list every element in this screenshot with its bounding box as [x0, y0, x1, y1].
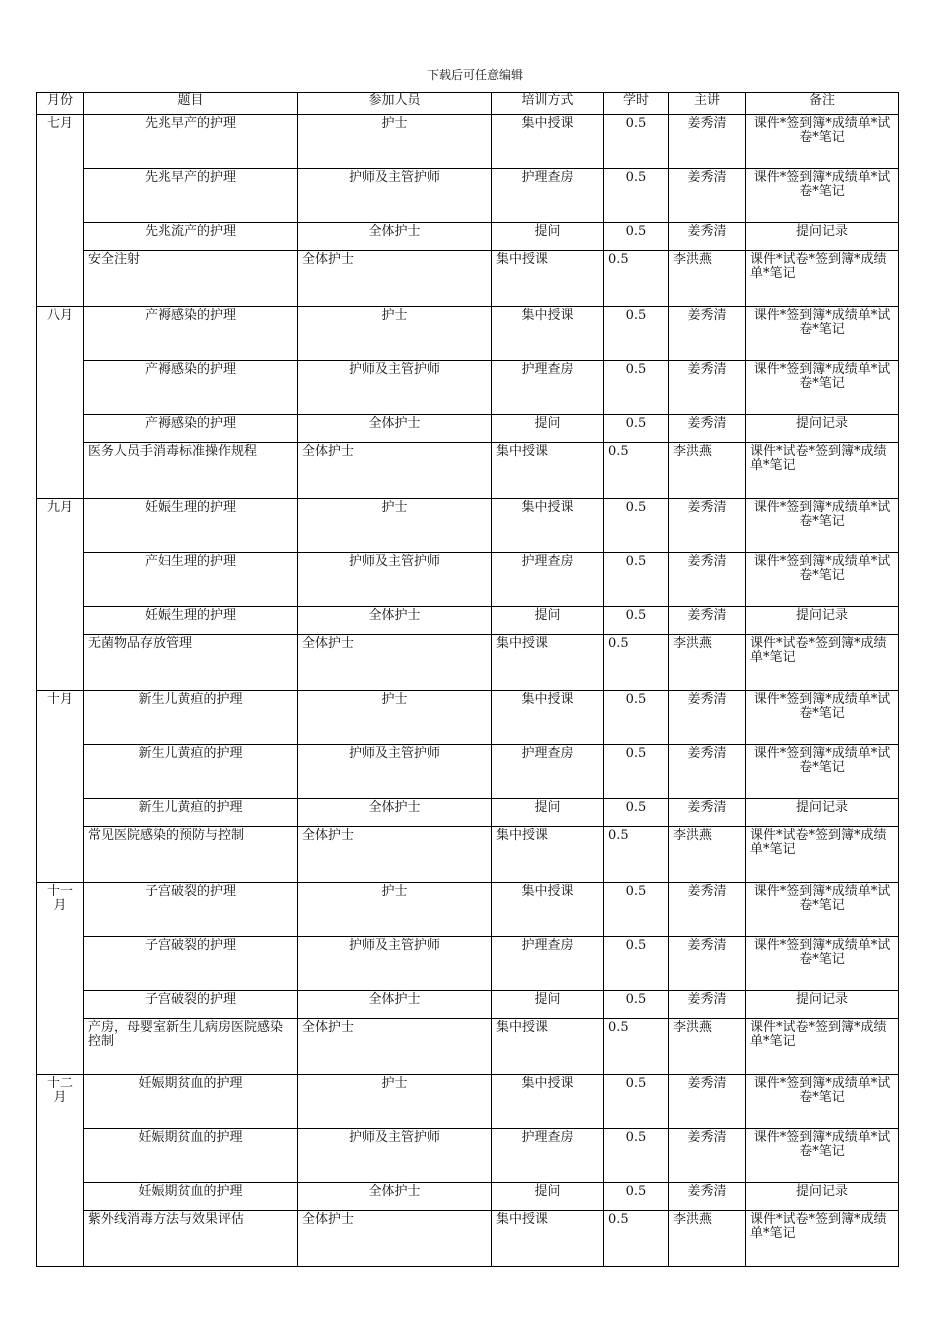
method-cell: 集中授课	[492, 1019, 604, 1075]
month-cell: 十一月	[37, 883, 84, 1075]
attendees-cell: 全体护士	[298, 827, 492, 883]
topic-cell: 妊娠生理的护理	[84, 499, 298, 553]
topic-cell: 妊娠期贫血的护理	[84, 1183, 298, 1211]
topic-cell: 妊娠生理的护理	[84, 607, 298, 635]
hours-cell: 0.5	[604, 1075, 669, 1129]
method-cell: 提问	[492, 415, 604, 443]
table-row	[37, 361, 899, 415]
attendees-cell: 全体护士	[298, 443, 492, 499]
remark-cell: 课件*签到簿*成绩单*试卷*笔记	[746, 745, 899, 799]
table-row	[37, 1183, 899, 1211]
method-cell: 护理查房	[492, 937, 604, 991]
method-cell: 护理查房	[492, 361, 604, 415]
attendees-cell: 护士	[298, 1075, 492, 1129]
speaker-cell: 姜秀清	[669, 169, 746, 223]
table-row	[37, 169, 899, 223]
remark-cell: 课件*签到簿*成绩单*试卷*笔记	[746, 307, 899, 361]
method-cell: 提问	[492, 991, 604, 1019]
attendees-cell: 护士	[298, 691, 492, 745]
hours-cell: 0.5	[604, 1129, 669, 1183]
method-cell: 集中授课	[492, 883, 604, 937]
table-row	[37, 1019, 899, 1075]
remark-cell: 课件*签到簿*成绩单*试卷*笔记	[746, 499, 899, 553]
hours-cell: 0.5	[604, 1183, 669, 1211]
training-schedule-table	[36, 92, 899, 1267]
topic-cell: 子宫破裂的护理	[84, 937, 298, 991]
column-header-hours: 学时	[604, 93, 669, 115]
attendees-cell: 护师及主管护师	[298, 1129, 492, 1183]
table-row	[37, 607, 899, 635]
hours-cell: 0.5	[604, 607, 669, 635]
topic-cell: 妊娠期贫血的护理	[84, 1075, 298, 1129]
remark-cell: 课件*签到簿*成绩单*试卷*笔记	[746, 361, 899, 415]
remark-cell: 课件*签到簿*成绩单*试卷*笔记	[746, 115, 899, 169]
remark-cell: 提问记录	[746, 415, 899, 443]
topic-cell: 医务人员手消毒标准操作规程	[84, 443, 298, 499]
month-cell: 十月	[37, 691, 84, 883]
remark-cell: 课件*签到簿*成绩单*试卷*笔记	[746, 169, 899, 223]
hours-cell: 0.5	[604, 1019, 669, 1075]
attendees-cell: 护士	[298, 307, 492, 361]
remark-cell: 提问记录	[746, 607, 899, 635]
attendees-cell: 护师及主管护师	[298, 937, 492, 991]
column-header-month: 月份	[37, 93, 84, 115]
column-header-topic: 题目	[84, 93, 298, 115]
remark-cell: 课件*签到簿*成绩单*试卷*笔记	[746, 1129, 899, 1183]
method-cell: 提问	[492, 1183, 604, 1211]
topic-cell: 安全注射	[84, 251, 298, 307]
table-row	[37, 115, 899, 169]
speaker-cell: 姜秀清	[669, 883, 746, 937]
remark-cell: 课件*签到簿*成绩单*试卷*笔记	[746, 553, 899, 607]
remark-cell: 课件*试卷*签到簿*成绩单*笔记	[746, 1211, 899, 1267]
table-row	[37, 691, 899, 745]
attendees-cell: 护士	[298, 499, 492, 553]
topic-cell: 先兆早产的护理	[84, 115, 298, 169]
remark-cell: 课件*试卷*签到簿*成绩单*笔记	[746, 1019, 899, 1075]
hours-cell: 0.5	[604, 883, 669, 937]
topic-cell: 子宫破裂的护理	[84, 991, 298, 1019]
hours-cell: 0.5	[604, 1211, 669, 1267]
speaker-cell: 姜秀清	[669, 115, 746, 169]
hours-cell: 0.5	[604, 251, 669, 307]
speaker-cell: 姜秀清	[669, 799, 746, 827]
hours-cell: 0.5	[604, 745, 669, 799]
topic-cell: 无菌物品存放管理	[84, 635, 298, 691]
page-header-note: 下载后可任意编辑	[426, 68, 523, 82]
hours-cell: 0.5	[604, 169, 669, 223]
topic-cell: 紫外线消毒方法与效果评估	[84, 1211, 298, 1267]
topic-cell: 产褥感染的护理	[84, 307, 298, 361]
method-cell: 护理查房	[492, 745, 604, 799]
month-cell: 十二月	[37, 1075, 84, 1267]
table-row	[37, 1075, 899, 1129]
topic-cell: 产褥感染的护理	[84, 415, 298, 443]
method-cell: 集中授课	[492, 443, 604, 499]
table-row	[37, 251, 899, 307]
method-cell: 集中授课	[492, 827, 604, 883]
speaker-cell: 李洪燕	[669, 635, 746, 691]
table-row	[37, 883, 899, 937]
table-row	[37, 443, 899, 499]
method-cell: 集中授课	[492, 499, 604, 553]
table-row	[37, 1211, 899, 1267]
month-cell: 九月	[37, 499, 84, 691]
topic-cell: 子宫破裂的护理	[84, 883, 298, 937]
table-row	[37, 991, 899, 1019]
method-cell: 护理查房	[492, 1129, 604, 1183]
table-row	[37, 307, 899, 361]
attendees-cell: 全体护士	[298, 1183, 492, 1211]
speaker-cell: 姜秀清	[669, 691, 746, 745]
topic-cell: 妊娠期贫血的护理	[84, 1129, 298, 1183]
method-cell: 护理查房	[492, 553, 604, 607]
topic-cell: 产妇生理的护理	[84, 553, 298, 607]
attendees-cell: 护士	[298, 115, 492, 169]
method-cell: 提问	[492, 223, 604, 251]
table-row	[37, 937, 899, 991]
topic-cell: 产褥感染的护理	[84, 361, 298, 415]
speaker-cell: 李洪燕	[669, 251, 746, 307]
method-cell: 集中授课	[492, 1211, 604, 1267]
method-cell: 集中授课	[492, 691, 604, 745]
attendees-cell: 全体护士	[298, 635, 492, 691]
hours-cell: 0.5	[604, 499, 669, 553]
table-row	[37, 553, 899, 607]
hours-cell: 0.5	[604, 307, 669, 361]
remark-cell: 课件*试卷*签到簿*成绩单*笔记	[746, 251, 899, 307]
speaker-cell: 姜秀清	[669, 223, 746, 251]
speaker-cell: 姜秀清	[669, 307, 746, 361]
topic-cell: 先兆流产的护理	[84, 223, 298, 251]
attendees-cell: 全体护士	[298, 607, 492, 635]
method-cell: 提问	[492, 799, 604, 827]
table-row	[37, 745, 899, 799]
remark-cell: 提问记录	[746, 991, 899, 1019]
remark-cell: 课件*试卷*签到簿*成绩单*笔记	[746, 827, 899, 883]
table-row	[37, 1129, 899, 1183]
speaker-cell: 姜秀清	[669, 1075, 746, 1129]
column-header-remark: 备注	[746, 93, 899, 115]
speaker-cell: 姜秀清	[669, 607, 746, 635]
attendees-cell: 全体护士	[298, 251, 492, 307]
hours-cell: 0.5	[604, 115, 669, 169]
hours-cell: 0.5	[604, 827, 669, 883]
remark-cell: 提问记录	[746, 223, 899, 251]
topic-cell: 新生儿黄疸的护理	[84, 691, 298, 745]
hours-cell: 0.5	[604, 443, 669, 499]
table-row	[37, 827, 899, 883]
topic-cell: 先兆早产的护理	[84, 169, 298, 223]
method-cell: 集中授课	[492, 251, 604, 307]
hours-cell: 0.5	[604, 691, 669, 745]
column-header-attendees: 参加人员	[298, 93, 492, 115]
speaker-cell: 姜秀清	[669, 499, 746, 553]
table-row	[37, 499, 899, 553]
table-row	[37, 799, 899, 827]
speaker-cell: 李洪燕	[669, 827, 746, 883]
method-cell: 护理查房	[492, 169, 604, 223]
hours-cell: 0.5	[604, 223, 669, 251]
speaker-cell: 姜秀清	[669, 991, 746, 1019]
method-cell: 提问	[492, 607, 604, 635]
speaker-cell: 李洪燕	[669, 1019, 746, 1075]
remark-cell: 课件*试卷*签到簿*成绩单*笔记	[746, 635, 899, 691]
speaker-cell: 李洪燕	[669, 443, 746, 499]
attendees-cell: 全体护士	[298, 991, 492, 1019]
column-header-method: 培训方式	[492, 93, 604, 115]
speaker-cell: 姜秀清	[669, 745, 746, 799]
table-body	[37, 115, 899, 1267]
attendees-cell: 全体护士	[298, 415, 492, 443]
speaker-cell: 李洪燕	[669, 1211, 746, 1267]
attendees-cell: 护师及主管护师	[298, 169, 492, 223]
attendees-cell: 护士	[298, 883, 492, 937]
method-cell: 集中授课	[492, 307, 604, 361]
speaker-cell: 姜秀清	[669, 937, 746, 991]
method-cell: 集中授课	[492, 115, 604, 169]
method-cell: 集中授课	[492, 1075, 604, 1129]
remark-cell: 课件*签到簿*成绩单*试卷*笔记	[746, 937, 899, 991]
topic-cell: 产房，母婴室新生儿病房医院感染控制	[84, 1019, 298, 1075]
hours-cell: 0.5	[604, 553, 669, 607]
hours-cell: 0.5	[604, 361, 669, 415]
topic-cell: 常见医院感染的预防与控制	[84, 827, 298, 883]
method-cell: 集中授课	[492, 635, 604, 691]
hours-cell: 0.5	[604, 415, 669, 443]
remark-cell: 课件*试卷*签到簿*成绩单*笔记	[746, 443, 899, 499]
table-row	[37, 415, 899, 443]
hours-cell: 0.5	[604, 937, 669, 991]
column-header-speaker: 主讲	[669, 93, 746, 115]
attendees-cell: 护师及主管护师	[298, 745, 492, 799]
speaker-cell: 姜秀清	[669, 1129, 746, 1183]
hours-cell: 0.5	[604, 991, 669, 1019]
remark-cell: 提问记录	[746, 799, 899, 827]
month-cell: 七月	[37, 115, 84, 307]
attendees-cell: 全体护士	[298, 223, 492, 251]
topic-cell: 新生儿黄疸的护理	[84, 745, 298, 799]
speaker-cell: 姜秀清	[669, 361, 746, 415]
remark-cell: 课件*签到簿*成绩单*试卷*笔记	[746, 1075, 899, 1129]
attendees-cell: 护师及主管护师	[298, 553, 492, 607]
month-cell: 八月	[37, 307, 84, 499]
remark-cell: 提问记录	[746, 1183, 899, 1211]
remark-cell: 课件*签到簿*成绩单*试卷*笔记	[746, 691, 899, 745]
table-row	[37, 223, 899, 251]
table-row	[37, 635, 899, 691]
attendees-cell: 全体护士	[298, 1019, 492, 1075]
speaker-cell: 姜秀清	[669, 1183, 746, 1211]
attendees-cell: 护师及主管护师	[298, 361, 492, 415]
remark-cell: 课件*签到簿*成绩单*试卷*笔记	[746, 883, 899, 937]
topic-cell: 新生儿黄疸的护理	[84, 799, 298, 827]
speaker-cell: 姜秀清	[669, 415, 746, 443]
attendees-cell: 全体护士	[298, 799, 492, 827]
speaker-cell: 姜秀清	[669, 553, 746, 607]
hours-cell: 0.5	[604, 635, 669, 691]
header-row	[37, 93, 899, 115]
attendees-cell: 全体护士	[298, 1211, 492, 1267]
hours-cell: 0.5	[604, 799, 669, 827]
